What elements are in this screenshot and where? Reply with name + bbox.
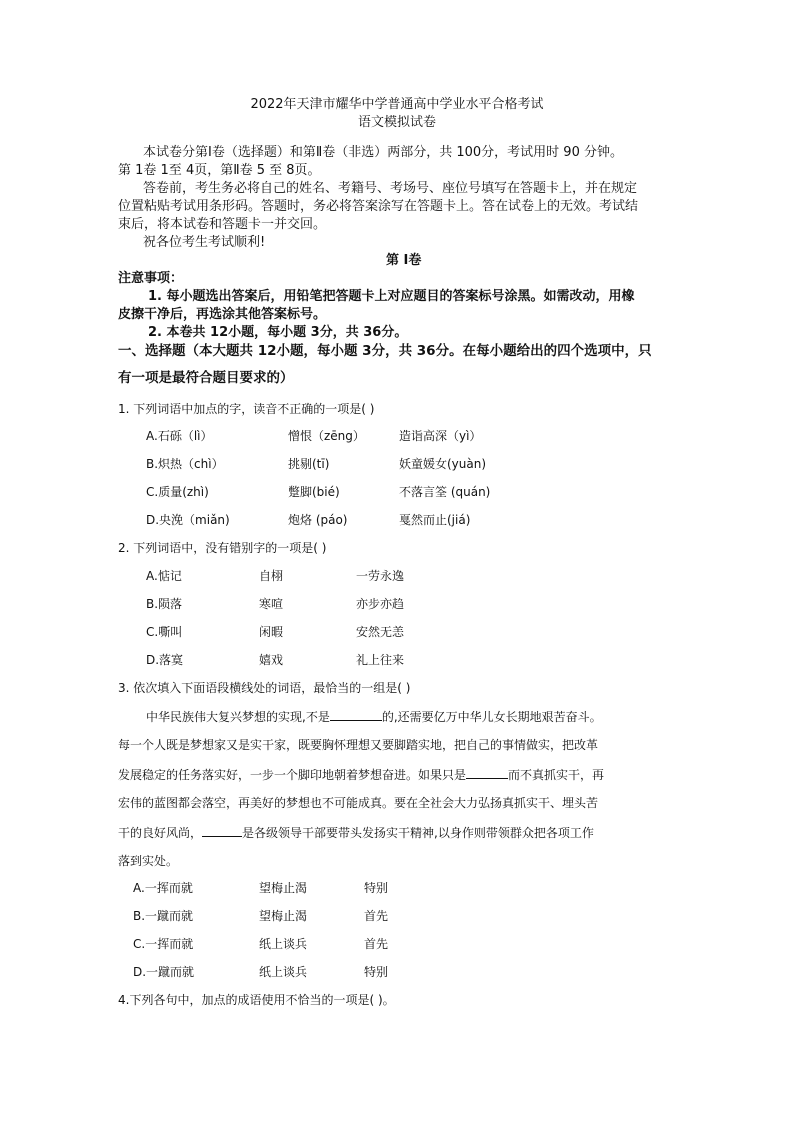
option-cell: A.一挥而就 [133,881,193,895]
option-cell: 一劳永逸 [356,569,405,583]
intro-line: 束后，将本试卷和答题卡一并交回。 [118,217,327,232]
intro-line: 本试卷分第Ⅰ卷（选择题）和第Ⅱ卷（非选）两部分，共 100分，考试用时 90 分钟。 [143,145,623,160]
option-cell: B.炽热（chì） [146,457,224,471]
note-line: 2. 本卷共 12小题，每小题 3分，共 36分。 [148,325,408,340]
option-cell: 闲暇 [259,625,284,639]
option-cell: 挑剔(tī) [288,457,330,471]
option-cell: 礼上往来 [356,653,405,667]
passage-text: 的,还需要亿万中华儿女长期地艰苦奋斗。 [381,710,602,724]
option-cell: 妖童媛女(yuàn) [399,457,487,471]
option-cell: 首先 [364,909,389,923]
option-cell: C.嘶叫 [146,625,183,639]
question-stem: 1. 下列词语中加点的字，读音不正确的一项是( ) [118,402,375,416]
option-cell: 寒喧 [259,597,284,611]
exam-title: 2022年天津市耀华中学普通高中学业水平合格考试 [250,97,544,112]
passage-line: 每一个人既是梦想家又是实干家，既要胸怀理想又要脚踏实地，把自己的事情做实，把改革 [118,738,599,752]
option-cell: 望梅止渴 [259,881,308,895]
blank-line [202,824,242,837]
note-line: 皮擦干净后，再选涂其他答案标号。 [118,307,327,322]
option-cell: C.一挥而就 [133,937,194,951]
option-cell: B.陨落 [146,597,183,611]
part-heading: 一、选择题（本大题共 12小题，每小题 3分，共 36分。在每小题给出的四个选项中，只 [118,343,652,359]
option-cell: 戛然而止(jiá) [399,513,471,527]
passage-line [118,824,594,841]
passage-text: 是各级领导干部要带头发扬实干精神,以身作则带领群众把各项工作 [242,826,594,840]
passage-text: 发展稳定的任务落实好，一步一个脚印地朝着梦想奋进。如果只是 [118,768,467,782]
passage-text: 而不真抓实干，再 [508,768,605,782]
option-cell: 特别 [364,881,389,895]
question-stem: 2. 下列词语中，没有错别字的一项是( ) [118,541,327,555]
option-cell: D.央浼（miǎn) [146,513,230,527]
exam-subtitle: 语文模拟试卷 [357,115,436,130]
option-cell: 憎恨（zēng） [288,429,365,443]
option-cell: 纸上谈兵 [259,937,308,951]
option-cell: 自栩 [259,569,284,583]
option-cell: C.质量(zhì) [146,485,209,499]
option-cell: D.一蹴而就 [133,965,195,979]
intro-line: 答卷前，考生务必将自己的姓名、考籍号、考场号、座位号填写在答题卡上，并在规定 [143,181,638,196]
option-cell: D.落寞 [146,653,184,667]
option-cell: 嬉戏 [259,653,284,667]
passage-line [146,708,602,725]
note-line: 1. 每小题选出答案后，用铅笔把答题卡上对应题目的答案标号涂黑。如需改动，用橡 [148,289,635,304]
section-title: 第 I卷 [386,253,422,268]
question-stem: 4.下列各句中，加点的成语使用不恰当的一项是( )。 [118,993,395,1007]
option-cell: 炮烙 (páo) [288,513,348,527]
intro-line: 第 1卷 1至 4页，第Ⅱ卷 5 至 8页。 [118,163,321,178]
question-stem: 3. 依次填入下面语段横线处的词语，最恰当的一组是( ) [118,681,411,695]
notes-label: 注意事项： [118,271,184,286]
passage-line: 落到实处。 [118,854,179,868]
blank-line [330,708,382,721]
option-cell: 特别 [364,965,389,979]
intro-line: 位置粘贴考试用条形码。答题时，务必将答案涂写在答题卡上。答在试卷上的无效。考试结 [118,199,639,214]
intro-line: 祝各位考生考试顺利! [143,235,266,250]
option-cell: 首先 [364,937,389,951]
part-heading: 有一项是最符合题目要求的） [118,370,294,386]
passage-text: 干的良好风尚， [118,826,203,840]
option-cell: 造诣高深（yì） [399,429,482,443]
option-cell: A.石砾（lì） [146,429,213,443]
passage-text: 中华民族伟大复兴梦想的实现,不是 [146,710,330,724]
option-cell: 蹩脚(bié) [288,485,340,499]
passage-line [118,766,604,783]
option-cell: 安然无恙 [356,625,405,639]
option-cell: 纸上谈兵 [259,965,308,979]
option-cell: A.惦记 [146,569,182,583]
option-cell: 不落言筌 (quán) [399,485,491,499]
option-cell: 望梅止渴 [259,909,308,923]
option-cell: B.一蹴而就 [133,909,194,923]
blank-line [466,766,508,779]
passage-line: 宏伟的蓝图都会落空，再美好的梦想也不可能成真。要在全社会大力弘扬真抓实干、埋头苦 [118,796,599,810]
option-cell: 亦步亦趋 [356,597,405,611]
